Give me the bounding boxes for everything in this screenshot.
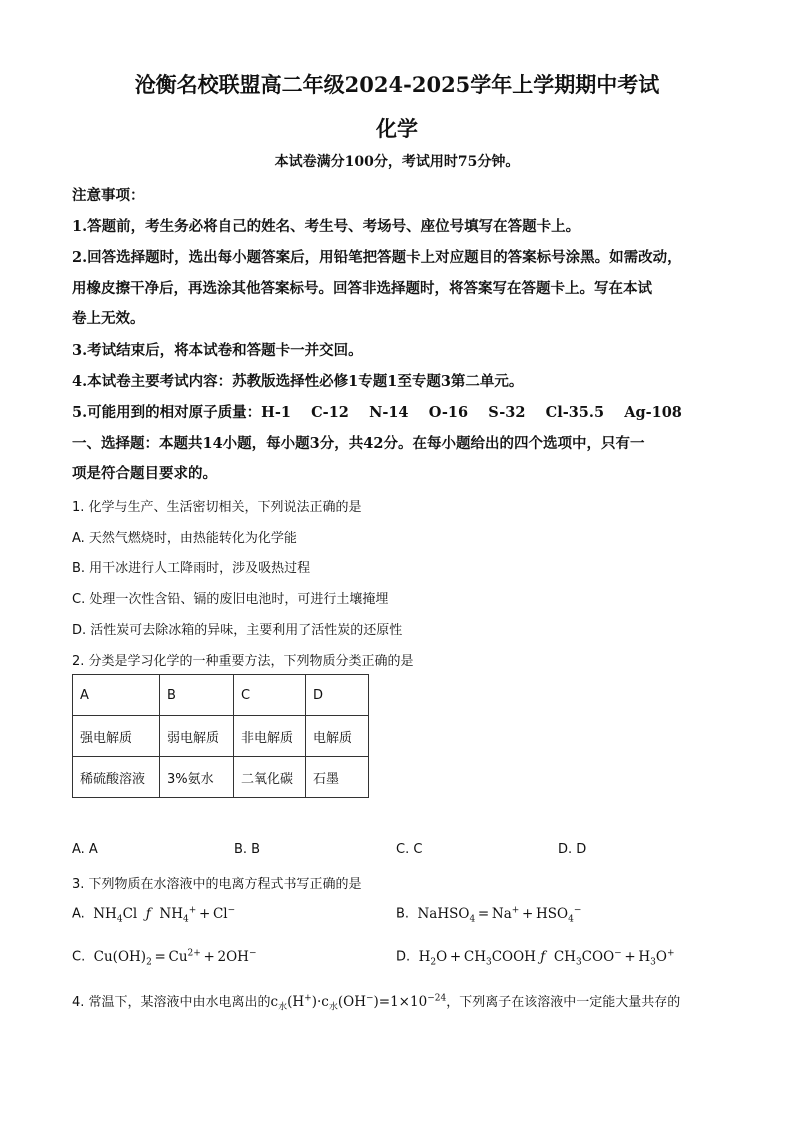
q3-option-d-formula: $H_2O$ + $CH_3COOH$ ƒ $CH_3COO^- + H_3O^+$ (414, 948, 675, 968)
table-cell: B (160, 675, 234, 716)
q2-classification-table (72, 674, 369, 798)
q4-stem (72, 991, 680, 1013)
q4-stem-part-1: 4. 常温下，某溶液中由水电离出的 (72, 995, 271, 1010)
q3-option-d (396, 948, 675, 967)
q3-stem: 3. 下列物质在水溶液中的电离方程式书写正确的是 (72, 877, 362, 892)
q3-option-d-label: D. (396, 949, 411, 965)
note-2-line-1: 2.回答选择题时，选出每小题答案后，用铅笔把答题卡上对应题目的答案标号涂黑。如需改动， (72, 249, 682, 266)
exam-title: 沧衡名校联盟高二年级2024-2025学年上学期期中考试 (134, 72, 660, 97)
table-cell: D (306, 675, 369, 716)
table-header-row (73, 675, 369, 716)
notes-heading: 注意事项： (72, 187, 145, 204)
q1-option-b: B. 用干冰进行人工降雨时，涉及吸热过程 (72, 561, 311, 576)
q3-option-c (72, 948, 257, 967)
q2-stem: 2. 分类是学习化学的一种重要方法，下列物质分类正确的是 (72, 654, 414, 669)
table-row (73, 716, 369, 757)
q1-option-c: C. 处理一次性含铅、镉的废旧电池时，可进行土壤掩埋 (72, 592, 389, 607)
subject-title: 化学 (376, 116, 418, 141)
table-row (73, 757, 369, 798)
note-5-atomic-masses: 5.可能用到的相对原子质量：H-1 C-12 N-14 O-16 S-32 Cl-35.5 Ag-108 (72, 404, 682, 421)
note-2-line-2: 用橡皮擦干净后，再选涂其他答案标号。回答非选择题时，将答案写在答题卡上。写在本试 (72, 280, 652, 297)
q3-option-b (396, 905, 581, 924)
table-cell: A (73, 675, 160, 716)
score-time-line: 本试卷满分100分，考试用时75分钟。 (274, 154, 520, 170)
q2-option-b: B. B (234, 842, 261, 857)
note-3: 3.考试结束后，将本试卷和答题卡一并交回。 (72, 342, 363, 359)
note-1: 1.答题前，考生务必将自己的姓名、考生号、考场号、座位号填写在答题卡上。 (72, 218, 581, 235)
table-cell: 弱电解质 (160, 716, 234, 757)
q2-option-d: D. D (558, 842, 587, 857)
q1-option-a: A. 天然气燃烧时，由热能转化为化学能 (72, 531, 297, 546)
q3-option-c-formula: $Cu(OH)_2 = Cu^{2+} + 2OH^-$ (89, 948, 257, 968)
table-cell: 二氧化碳 (234, 757, 306, 798)
q1-option-d: D. 活性炭可去除冰箱的异味，主要利用了活性炭的还原性 (72, 623, 403, 638)
table-cell: 石墨 (306, 757, 369, 798)
q3-option-a (72, 905, 235, 924)
table-cell: 电解质 (306, 716, 369, 757)
q3-option-a-formula: $NH_4Cl$ ƒ $NH_4^+ + Cl^-$ (88, 905, 236, 925)
note-2-line-3: 卷上无效。 (72, 310, 145, 327)
section-1-heading-line-1: 一、选择题：本题共14小题，每小题3分，共42分。在每小题给出的四个选项中，只有一 (72, 435, 645, 452)
note-4: 4.本试卷主要考试内容：苏教版选择性必修1专题1至专题3第二单元。 (72, 373, 524, 390)
table-cell: 非电解质 (234, 716, 306, 757)
q3-option-b-formula: NaHSO$_4$ = $Na^+ + HSO_4^-$ (413, 905, 582, 925)
table-cell: 稀硫酸溶液 (73, 757, 160, 798)
table-cell: 强电解质 (73, 716, 160, 757)
q4-expression: $c_水(H^+)\cdot c_水(OH^-)=1\times 10^{-24}$ (270, 993, 447, 1013)
table-cell: C (234, 675, 306, 716)
section-1-heading-line-2: 项是符合题目要求的。 (72, 465, 217, 482)
table-cell: 3%氨水 (160, 757, 234, 798)
q2-option-c: C. C (396, 842, 423, 857)
q1-stem: 1. 化学与生产、生活密切相关，下列说法正确的是 (72, 500, 362, 515)
q3-option-b-label: B. (396, 906, 410, 922)
q4-stem-part-2: ，下列离子在该溶液中一定能大量共存的 (446, 995, 681, 1010)
q3-option-a-label: A. (72, 906, 85, 922)
q3-option-c-label: C. (72, 949, 86, 965)
q2-option-a: A. A (72, 842, 98, 857)
